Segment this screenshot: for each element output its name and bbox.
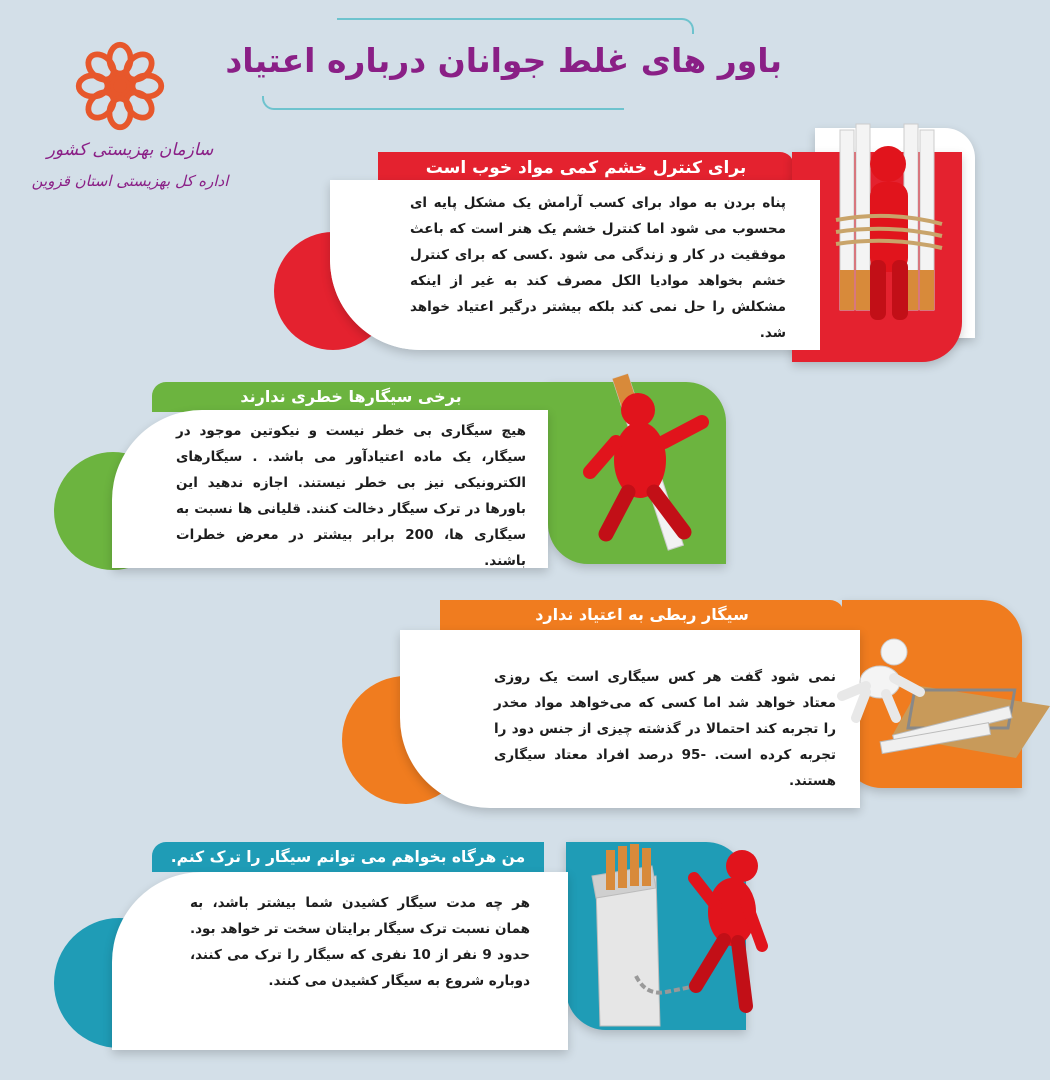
organization-name: سازمان بهزیستی کشور bbox=[46, 140, 214, 160]
myth-1-text: پناه بردن به مواد برای کسب آرامش یک مشکل پایه ای محسوب می شود اما کنترل خشم یک هنر است که باعث موفقیت در کار و زندگی می شود .کسی که برای کنترل خشم بخواهد موادیا الکل مصرف کند به غیر از اینکه مشکلش را حل نمی کند بلکه بیشتر درگیر اعتیاد خواهد شد. bbox=[410, 195, 786, 341]
myth-2-heading: برخی سیگارها خطری ندارند bbox=[152, 382, 550, 412]
myth-4-text: هر چه مدت سیگار کشیدن شما بیشتر باشد، به همان نسبت ترک سیگار برایتان سخت تر خواهد بود. حدود 9 نفر از 10 نفری که سیگار را ترک می کنند، دوباره شروع به سیگار کشیدن می کنند. bbox=[190, 895, 531, 989]
myth-3-text: نمی شود گفت هر کس سیگاری است یک روزی معتاد خواهد شد اما کسی که می‌خواهد مواد مخدر را تجربه کند احتمالا در گذشته چیزی از جنس دود را تجربه کرده است. -95 درصد افراد معتاد سیگاری هستند. bbox=[494, 669, 836, 789]
flower-logo-icon bbox=[72, 38, 168, 134]
figure-chained-to-pack-icon bbox=[586, 836, 772, 1032]
myth-1-heading: برای کنترل خشم کمی مواد خوب است bbox=[378, 152, 794, 184]
figure-tied-to-cigarettes-icon bbox=[830, 120, 950, 330]
page-title: باور های غلط جوانان درباره اعتیاد bbox=[225, 41, 782, 80]
myth-2-text: هیچ سیگاری بی خطر نیست و نیکوتین موجود در سیگار، یک ماده اعتیادآور می باشد. . سیگارهای الکترونیکی نیز بی خطر نیستند. اجازه ندهید این باورها در ترک سیگار دخالت کنند. قلیانی ها نسبت به سیگاری ها، 200 برابر بیشتر در معرض خطرات باشند. bbox=[176, 423, 526, 569]
myth-3-heading: سیگار ربطی به اعتیاد ندارد bbox=[440, 600, 844, 630]
organization-branch: اداره کل بهزیستی استان قزوین bbox=[31, 172, 229, 190]
figure-pierced-by-cigarette-icon bbox=[576, 362, 716, 552]
myth-4-heading: من هرگاه بخواهم می توانم سیگار را ترک کنم. bbox=[152, 842, 544, 872]
figure-with-mousetrap-icon bbox=[836, 626, 1050, 760]
